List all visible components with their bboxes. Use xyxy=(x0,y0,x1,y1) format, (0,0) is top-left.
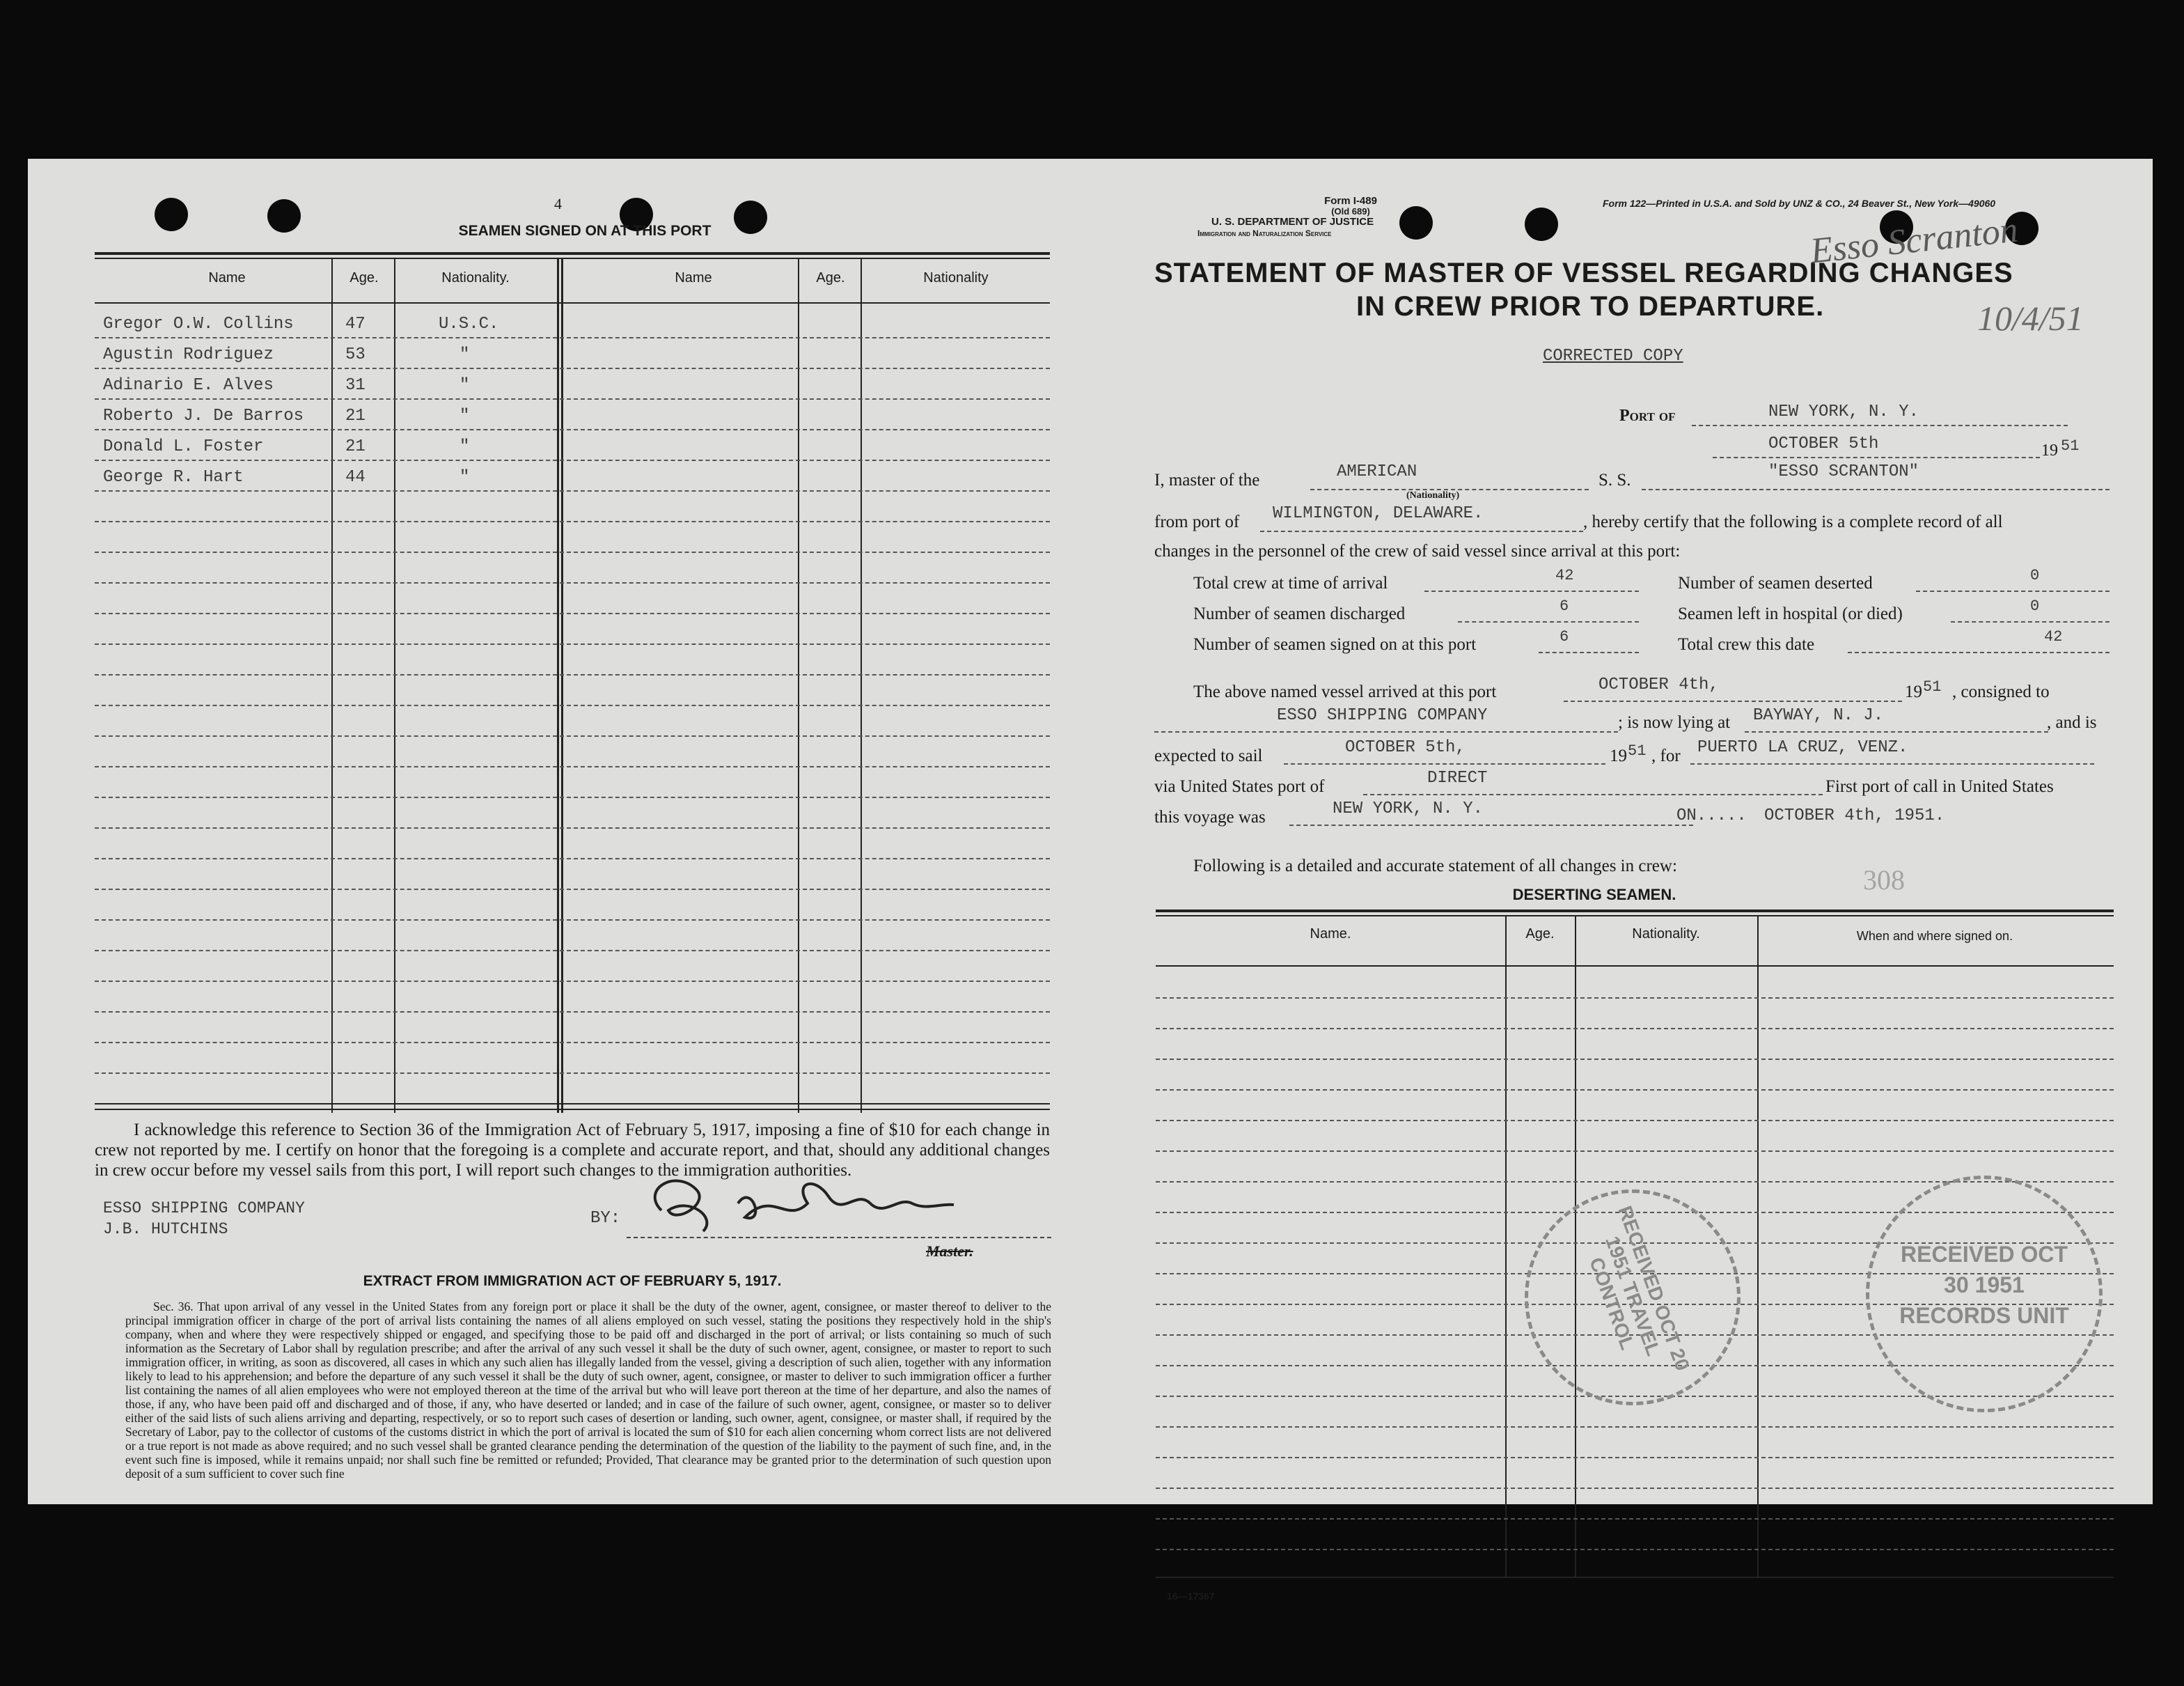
crew-age: 53 xyxy=(345,345,366,364)
deserting-header-rule xyxy=(1156,965,2114,967)
arrived-line xyxy=(1564,701,1902,702)
deserting-header-signed-on: When and where signed on. xyxy=(1856,929,2013,943)
row-rule xyxy=(95,766,1050,767)
punch-hole xyxy=(1525,208,1558,241)
column-divider xyxy=(861,258,862,1113)
row-rule xyxy=(95,521,1050,522)
column-header-age: Age. xyxy=(816,270,845,286)
from-port-label: from port of xyxy=(1154,513,1240,531)
on-value: OCTOBER 4th, 1951. xyxy=(1764,806,1945,825)
expected-year: 51 xyxy=(1628,742,1647,760)
form-title: STATEMENT OF MASTER OF VESSEL REGARDING CHANGES xyxy=(1154,258,2013,288)
row-rule xyxy=(95,398,1050,400)
stat-value: 0 xyxy=(2030,598,2040,615)
table-top-rule xyxy=(95,258,1050,259)
row-rule xyxy=(95,797,1050,798)
consignee-value: ESSO SHIPPING COMPANY xyxy=(1277,706,1488,725)
company-name: ESSO SHIPPING COMPANY xyxy=(103,1199,305,1217)
port-of-line xyxy=(1692,425,2068,426)
row-rule xyxy=(1156,1059,2114,1060)
stat-value: 42 xyxy=(1555,567,1574,584)
crew-name: Roberto J. De Barros xyxy=(103,407,304,426)
stat-line xyxy=(1539,652,1639,653)
extract-text: Sec. 36. That upon arrival of any vessel in the United States from any foreign port or place it shall be the duty of the owner, agent, consignee, or master thereof to deliver to the principal immigration officer in charge of the port of arrival lists containing the names of all aliens employed on such vessel, stating the positions they respectively hold in the ship's company, when and where they were respectively shipped or engaged, and specifying those to be paid off and discharged in the port of arrival; or lists containing so much of such information as the Secretary of Labor shall by regulation prescribe; and after the arrival of any such vessel it shall be the duty of such owner, agent, consignee, or master to report to such immigration officer, in writing, as soon as discovered, all cases in which any such alien has illegally landed from the vessel, giving a description of such alien, together with any information likely to lead to his apprehension; and before the departure of any such vessel it shall be the duty of such owner, agent, consignee, or master to deliver to such immigration officer a further list containing the names of all alien employees who were not employed thereon at the time of the arrival but who will leave port thereon at the time of her departure, and also the names of those, if any, who have been paid off and discharged and of those, if any, who have deserted or landed; and in case of the failure of such owner, agent, consignee, or master so to deliver either of the said lists of such aliens arriving and departing, respectively, or so to report such cases of desertion or landing, such owner, agent, consignee, or master shall, if required by the Secretary of Labor, pay to the collector of customs of the customs district in which the port of arrival is located the sum of $10 for each alien concerning whom correct lists are not delivered or a true report is not made as above required; and no such vessel shall be granted clearance pending the determination of the question of the liability to the payment of such fine, and, in the event such fine is imposed, while it remains unpaid; nor shall such fine be remitted or refunded; Provided, That clearance may be granted prior to the determination of such question upon deposit of a sum sufficient to cover such fine xyxy=(125,1299,1051,1481)
row-rule xyxy=(1156,1457,2114,1458)
arrived-label: The above named vessel arrived at this port xyxy=(1193,682,1497,701)
row-rule xyxy=(95,552,1050,553)
expected-value: OCTOBER 5th, xyxy=(1345,738,1466,757)
table-top-rule xyxy=(95,252,1050,255)
row-rule xyxy=(95,429,1050,430)
row-rule xyxy=(95,1072,1050,1074)
crew-nationality: " xyxy=(459,345,470,364)
stat-label: Number of seamen discharged xyxy=(1193,604,1406,623)
table-bottom-rule xyxy=(95,1109,1050,1110)
document-sheet xyxy=(28,159,2153,1602)
extract-title: EXTRACT FROM IMMIGRATION ACT OF FEBRUARY 5, 1917. xyxy=(363,1273,782,1289)
column-header-name: Name xyxy=(675,270,712,286)
stat-label: Number of seamen signed on at this port xyxy=(1193,635,1477,654)
lying-line xyxy=(1745,731,2048,733)
by-label: BY: xyxy=(590,1209,621,1228)
crew-name: Agustin Rodriguez xyxy=(103,345,274,364)
row-rule xyxy=(95,582,1050,584)
column-divider xyxy=(557,258,559,1113)
column-header-nationality: Nationality. xyxy=(441,270,510,286)
column-header-name: Name xyxy=(208,270,246,286)
crew-name: Gregor O.W. Collins xyxy=(103,315,294,334)
row-rule xyxy=(95,490,1050,492)
deserting-title: DESERTING SEAMEN. xyxy=(1512,886,1676,903)
row-rule xyxy=(95,674,1050,676)
row-rule xyxy=(95,368,1050,369)
row-rule xyxy=(95,981,1050,982)
stat-line xyxy=(1848,652,2110,653)
expected-line xyxy=(1284,763,1605,765)
footer-code: 16—17367 xyxy=(1167,1591,1215,1602)
via-label: via United States port of xyxy=(1154,777,1325,796)
row-rule xyxy=(95,1042,1050,1043)
port-of-label: Port of xyxy=(1619,407,1676,425)
deserting-bottom-rule xyxy=(1156,1577,2114,1578)
header-rule xyxy=(95,302,1050,304)
crew-age: 21 xyxy=(345,407,366,426)
following-text: Following is a detailed and accurate statement of all changes in crew: xyxy=(1193,857,1677,875)
port-of-value: NEW YORK, N. Y. xyxy=(1768,403,1919,421)
stat-value: 6 xyxy=(1560,598,1569,615)
from-port-value: WILMINGTON, DELAWARE. xyxy=(1273,504,1484,523)
row-rule xyxy=(95,1011,1050,1013)
stat-line xyxy=(1458,621,1639,623)
destination-value: PUERTO LA CRUZ, VENZ. xyxy=(1697,738,1908,757)
changes-text: changes in the personnel of the crew of said vessel since arrival at this port: xyxy=(1154,542,1681,561)
row-rule xyxy=(95,337,1050,338)
row-rule xyxy=(1156,1120,2114,1121)
row-rule xyxy=(95,460,1050,461)
crew-nationality: " xyxy=(459,468,470,487)
crew-name: Adinario E. Alves xyxy=(103,376,274,395)
handwritten-vessel-name: Esso Scranton xyxy=(1808,210,2020,272)
nationality-value: AMERICAN xyxy=(1337,462,1417,481)
row-rule xyxy=(95,643,1050,645)
ss-label: S. S. xyxy=(1598,471,1631,490)
row-rule xyxy=(1156,1518,2114,1520)
arrived-year-prefix: 19 xyxy=(1905,682,1922,701)
deserting-header-name: Name. xyxy=(1310,926,1351,942)
punch-hole xyxy=(267,199,301,233)
certify-text: , hereby certify that the following is a complete record of all xyxy=(1583,513,2003,531)
signature-line xyxy=(627,1237,1051,1238)
crew-name: George R. Hart xyxy=(103,468,244,487)
vessel-name: "ESSO SCRANTON" xyxy=(1768,462,1919,481)
crew-name: Donald L. Foster xyxy=(103,437,264,456)
row-rule xyxy=(1156,1488,2114,1489)
row-rule xyxy=(1156,997,2114,999)
row-rule xyxy=(1156,1150,2114,1152)
first-port-label: First port of call in United States xyxy=(1825,777,2054,796)
voyage-label: this voyage was xyxy=(1154,808,1266,827)
vessel-name-line xyxy=(1642,489,2110,490)
year-prefix: 19 xyxy=(2041,442,2058,460)
row-rule xyxy=(95,919,1050,921)
punch-hole xyxy=(155,198,188,231)
row-rule xyxy=(1156,1028,2114,1029)
date-value: OCTOBER 5th xyxy=(1768,435,1879,453)
column-header-age: Age. xyxy=(349,270,379,286)
service-name: Immigration and Naturalization Service xyxy=(1197,228,1332,238)
arrived-year: 51 xyxy=(1923,678,1942,696)
deserting-top-rule xyxy=(1156,910,2114,912)
crew-nationality: " xyxy=(459,407,470,426)
received-stamp-records-unit: RECEIVED OCT 30 1951 RECORDS UNIT xyxy=(1866,1176,2103,1412)
crew-age: 21 xyxy=(345,437,366,456)
stat-value: 0 xyxy=(2030,567,2040,584)
from-port-line xyxy=(1260,531,1583,532)
row-rule xyxy=(1156,1549,2114,1550)
arrived-value: OCTOBER 4th, xyxy=(1598,676,1719,694)
stat-line xyxy=(1916,591,2110,592)
stat-value: 42 xyxy=(2044,628,2063,646)
row-rule xyxy=(95,858,1050,859)
department-name: U. S. DEPARTMENT OF JUSTICE xyxy=(1211,216,1374,228)
expected-year-prefix: 19 xyxy=(1610,747,1627,765)
via-value: DIRECT xyxy=(1427,769,1488,788)
row-rule xyxy=(95,827,1050,829)
column-header-nationality: Nationality xyxy=(923,270,989,286)
voyage-value: NEW YORK, N. Y. xyxy=(1333,799,1484,818)
column-divider xyxy=(331,258,333,1113)
deserting-header-age: Age. xyxy=(1525,926,1555,942)
year-suffix: 51 xyxy=(2061,437,2080,455)
crew-age: 47 xyxy=(345,315,366,334)
destination-line xyxy=(1690,763,2094,765)
voyage-line xyxy=(1289,825,1693,826)
row-rule xyxy=(1156,1426,2114,1428)
received-stamp-travel-control: RECEIVED OCT 20 1951 TRAVEL CONTROL xyxy=(1525,1189,1741,1405)
via-line xyxy=(1363,794,1823,795)
crew-age: 44 xyxy=(345,468,366,487)
printer-note: Form 122—Printed in U.S.A. and Sold by UNZ & CO., 24 Beaver St., New York—49060 xyxy=(1603,198,1996,209)
table-bottom-rule xyxy=(95,1103,1050,1105)
lying-label: ; is now lying at xyxy=(1618,713,1731,732)
column-divider xyxy=(798,258,799,1113)
expected-label: expected to sail xyxy=(1154,747,1263,765)
row-rule xyxy=(95,950,1050,951)
lying-value: BAYWAY, N. J. xyxy=(1753,706,1884,725)
acknowledgement-text: I acknowledge this reference to Section 36 of the Immigration Act of February 5, 1917, imposing a fine of $10 for each change in crew not reported by me. I certify on honor that the foregoing is a complete and accurate report, and that, should any additional changes in crew occur before my vessel sails from this port, I will report such changes to the immigration authorities. xyxy=(95,1121,1050,1180)
nationality-caption: (Nationality) xyxy=(1406,490,1460,501)
stat-value: 6 xyxy=(1560,628,1569,646)
stat-line xyxy=(1951,621,2110,623)
form-subtitle: IN CREW PRIOR TO DEPARTURE. xyxy=(1356,291,1825,322)
deserting-top-rule xyxy=(1156,915,2114,916)
crew-nationality: " xyxy=(459,376,470,395)
page-stamp-number: 308 xyxy=(1863,864,1905,896)
crew-nationality: " xyxy=(459,437,470,456)
stat-label: Number of seamen deserted xyxy=(1678,574,1873,593)
date-line xyxy=(1713,457,2040,458)
table-title: SEAMEN SIGNED ON AT THIS PORT xyxy=(458,223,712,239)
for-label: , for xyxy=(1651,747,1681,765)
column-divider xyxy=(1505,915,1507,1577)
page-number: 4 xyxy=(554,195,562,212)
crew-nationality: U.S.C. xyxy=(439,315,499,334)
form-number: Form I-489 xyxy=(1324,195,1377,207)
row-rule xyxy=(95,889,1050,890)
column-divider xyxy=(561,258,563,1113)
stat-line xyxy=(1424,591,1639,592)
consignee-line xyxy=(1154,731,1618,733)
master-label: Master. xyxy=(926,1242,973,1260)
corrected-copy-label: CORRECTED COPY xyxy=(1543,347,1683,366)
crew-age: 31 xyxy=(345,376,366,395)
consigned-label: , consigned to xyxy=(1952,682,2050,701)
deserting-header-nationality: Nationality. xyxy=(1632,926,1700,942)
stat-label: Total crew this date xyxy=(1678,635,1815,654)
stat-label: Total crew at time of arrival xyxy=(1193,574,1388,593)
handwritten-date: 10/4/51 xyxy=(1977,299,2084,338)
row-rule xyxy=(1156,1089,2114,1091)
row-rule xyxy=(95,735,1050,737)
row-rule xyxy=(95,613,1050,614)
on-label: ON..... xyxy=(1676,806,1747,825)
and-is-label: , and is xyxy=(2047,713,2097,732)
master-of-the-label: I, master of the xyxy=(1154,471,1260,490)
row-rule xyxy=(95,705,1050,706)
master-signature xyxy=(634,1162,982,1238)
column-divider xyxy=(1757,915,1759,1577)
agent-name: J.B. HUTCHINS xyxy=(103,1220,228,1238)
stat-label: Seamen left in hospital (or died) xyxy=(1678,604,1903,623)
column-divider xyxy=(394,258,395,1113)
form-old-number: (Old 689) xyxy=(1331,206,1370,217)
